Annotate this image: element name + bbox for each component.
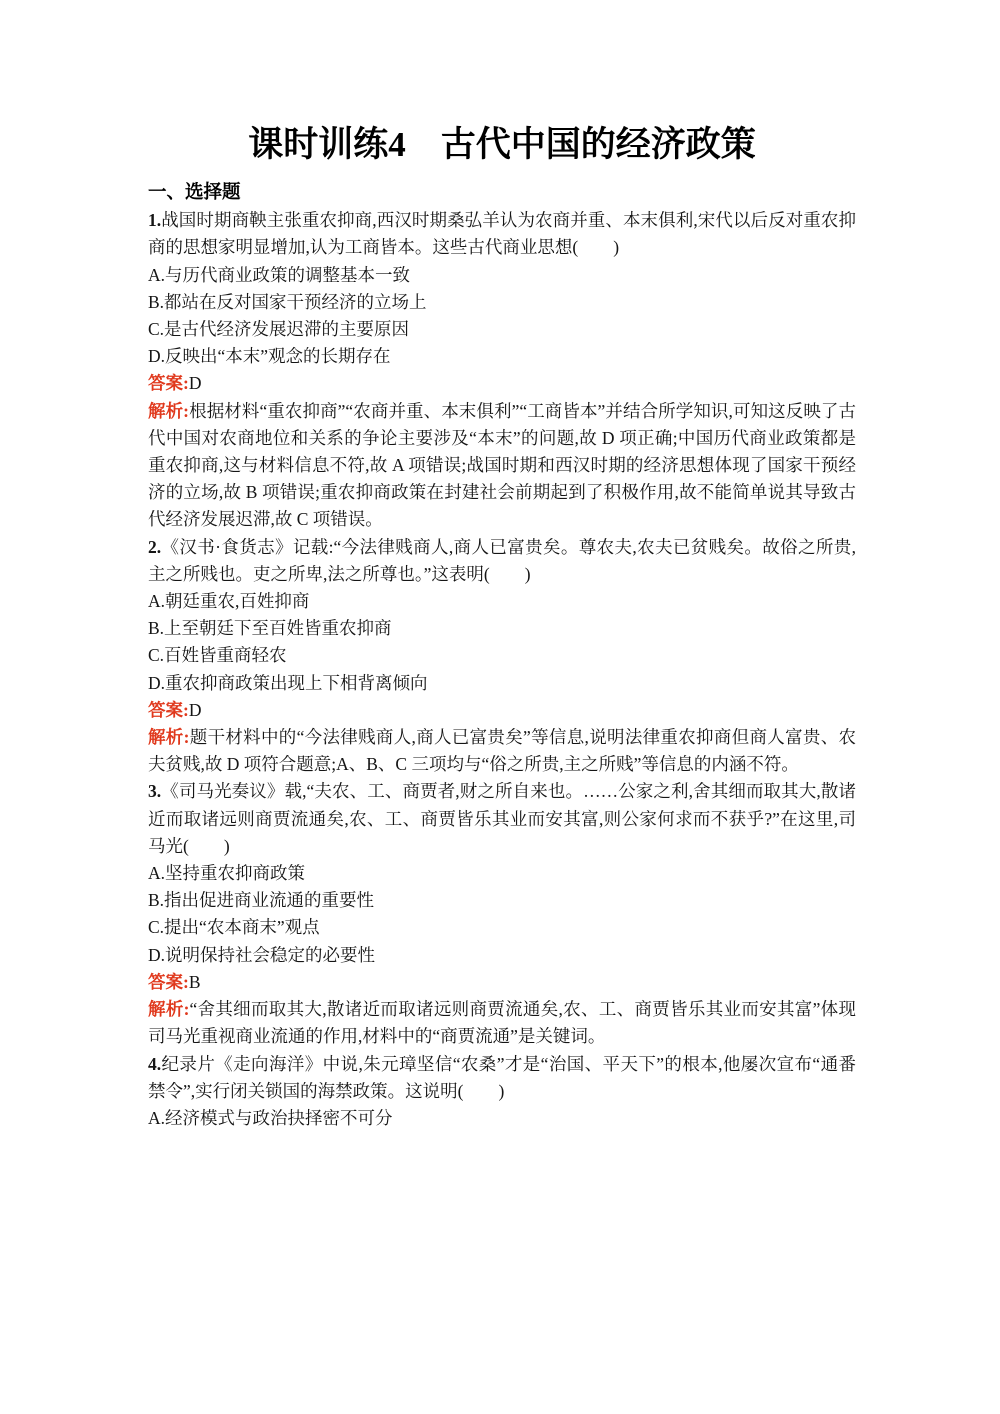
question-4-stem: [148, 1051, 856, 1105]
question-3-option-d: D.说明保持社会稳定的必要性: [148, 944, 376, 965]
question-1-option-c: C.是古代经济发展迟滞的主要原因: [148, 319, 410, 340]
question-4: [148, 1051, 856, 1133]
question-3-number: 3.: [148, 781, 162, 802]
question-1-explanation-label: 解析:: [148, 400, 190, 421]
question-2-option-a: A.朝廷重农,百姓抑商: [148, 591, 310, 612]
question-1-answer-value: D: [188, 373, 202, 394]
question-2-option-d: D.重农抑商政策出现上下相背离倾向: [148, 672, 428, 693]
question-3-explanation-label: 解析:: [148, 999, 190, 1020]
question-1-explanation-text: 根据材料“重农抑商”“农商并重、本末俱利”“工商皆本”并结合所学知识,可知这反映了古代中国对农商地位和关系的争论主要涉及“本末”的问题,故 D 项正确;中国历代商业政策都是重农抑商,这与材料信息不符,故 A 项错误;战国时期和西汉时期的经济思想体现了国家干预经济的立场,故 B 项错误;重农抑商政策在封建社会前期起到了积极作用,故不能简单说其导致古代经济发展迟滞,故 C 项错误。: [148, 400, 857, 530]
question-2-stem: [148, 534, 856, 588]
question-1-stem: [148, 207, 856, 261]
question-3-stem: [148, 778, 856, 860]
question-1: [148, 207, 856, 533]
question-3-stem-text: 《司马光奏议》载,“夫农、工、商贾者,财之所自来也。……公家之利,舍其细而取其大,散诸近而取诸远则商贾流通矣,农、工、商贾皆乐其业而安其富,则公家何求而不获乎?”在这里,司马光( ): [148, 781, 856, 856]
question-3-answer-label: 答案:: [148, 971, 189, 992]
question-1-stem-text: 战国时期商鞅主张重农抑商,西汉时期桑弘羊认为农商并重、本末俱利,宋代以后反对重农抑商的思想家明显增加,认为工商皆本。这些古代商业思想( ): [148, 210, 856, 258]
question-4-option-a: A.经济模式与政治抉择密不可分: [148, 1107, 393, 1128]
question-1-option-b: B.都站在反对国家干预经济的立场上: [148, 291, 427, 312]
question-2-answer-line: [148, 697, 856, 724]
question-2-explanation-text: 题干材料中的“今法律贱商人,商人已富贵矣”等信息,说明法律重农抑商但商人富贵、农夫贫贱,故 D 项符合题意;A、B、C 三项均与“俗之所贵,主之所贱”等信息的内涵不符。: [148, 727, 856, 775]
question-2-number: 2.: [148, 536, 162, 557]
question-4-number: 4.: [148, 1053, 162, 1074]
question-1-answer-label: 答案:: [148, 373, 189, 394]
question-2-answer-value: D: [188, 699, 202, 720]
question-2: [148, 534, 856, 779]
question-3-answer-line: [148, 969, 856, 996]
question-2-option-c: C.百姓皆重商轻农: [148, 645, 287, 666]
question-3-explanation-text: “舍其细而取其大,散诸近而取诸远则商贾流通矣,农、工、商贾皆乐其业而安其富”体现司马光重视商业流通的作用,材料中的“商贾流通”是关键词。: [148, 999, 856, 1047]
question-2-explanation-line: [148, 724, 856, 778]
question-1-option-a: A.与历代商业政策的调整基本一致: [148, 264, 411, 285]
question-2-option-b: B.上至朝廷下至百姓皆重农抑商: [148, 618, 392, 639]
question-2-explanation-label: 解析:: [148, 727, 190, 748]
section-heading: 一、选择题: [148, 183, 241, 203]
question-1-option-d: D.反映出“本末”观念的长期存在: [148, 346, 391, 367]
question-3-option-a: A.坚持重农抑商政策: [148, 863, 306, 884]
question-1-explanation-line: [148, 398, 856, 534]
page-title: 课时训练4 古代中国的经济政策: [248, 125, 756, 164]
question-3-option-c: C.提出“农本商末”观点: [148, 917, 320, 938]
question-1-answer-line: [148, 370, 856, 397]
question-3: [148, 778, 856, 1050]
question-3-explanation-line: [148, 996, 856, 1050]
question-3-answer-value: B: [188, 971, 201, 992]
question-4-stem-text: 纪录片《走向海洋》中说,朱元璋坚信“农桑”才是“治国、平天下”的根本,他屡次宣布“通番禁令”,实行闭关锁国的海禁政策。这说明( ): [148, 1053, 856, 1101]
question-2-answer-label: 答案:: [148, 699, 189, 720]
question-2-stem-text: 《汉书·食货志》记载:“今法律贱商人,商人已富贵矣。尊农夫,农夫已贫贱矣。故俗之所贵,主之所贱也。吏之所卑,法之所尊也。”这表明( ): [148, 536, 856, 584]
question-1-number: 1.: [148, 210, 162, 231]
question-3-option-b: B.指出促进商业流通的重要性: [148, 890, 375, 911]
